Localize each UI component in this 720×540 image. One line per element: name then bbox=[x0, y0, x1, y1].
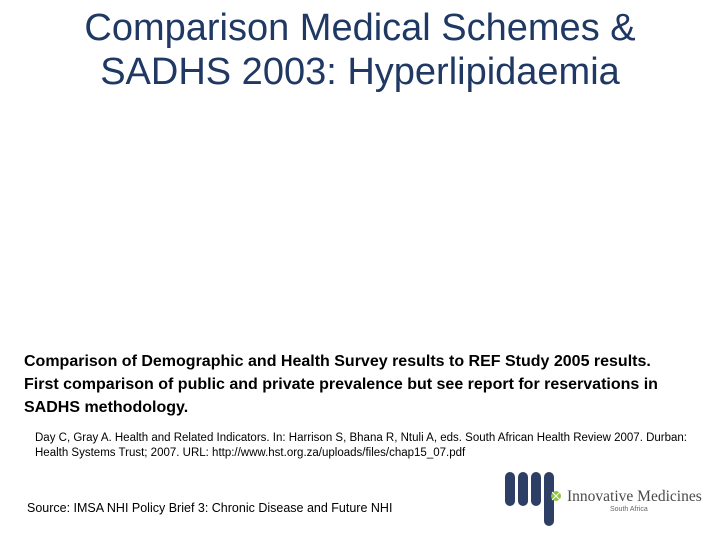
slide-title bbox=[0, 6, 720, 94]
logo-mark-icon bbox=[500, 468, 570, 528]
source-note: Source: IMSA NHI Policy Brief 3: Chronic Disease and Future NHI bbox=[27, 501, 393, 515]
innovative-medicines-logo bbox=[500, 468, 700, 528]
title-line-1: Comparison Medical Schemes & bbox=[84, 7, 636, 49]
logo-name: Innovative Medicines bbox=[567, 488, 702, 505]
logo-subtitle: South Africa bbox=[610, 506, 648, 513]
reference-citation: Day C, Gray A. Health and Related Indicators. In: Harrison S, Bhana R, Ntuli A, eds. South African Health Review 2007. Durban: Health Systems Trust; 2007. URL: http://www.hst.org.za/uploads/files/chap15_07.pdf bbox=[35, 432, 688, 459]
body-text: Comparison of Demographic and Health Survey results to REF Study 2005 results. First comparison of public and private prevalence but see report for reservations in SADHS methodology. bbox=[24, 353, 658, 416]
title-line-2: SADHS 2003: Hyperlipidaemia bbox=[100, 51, 620, 93]
